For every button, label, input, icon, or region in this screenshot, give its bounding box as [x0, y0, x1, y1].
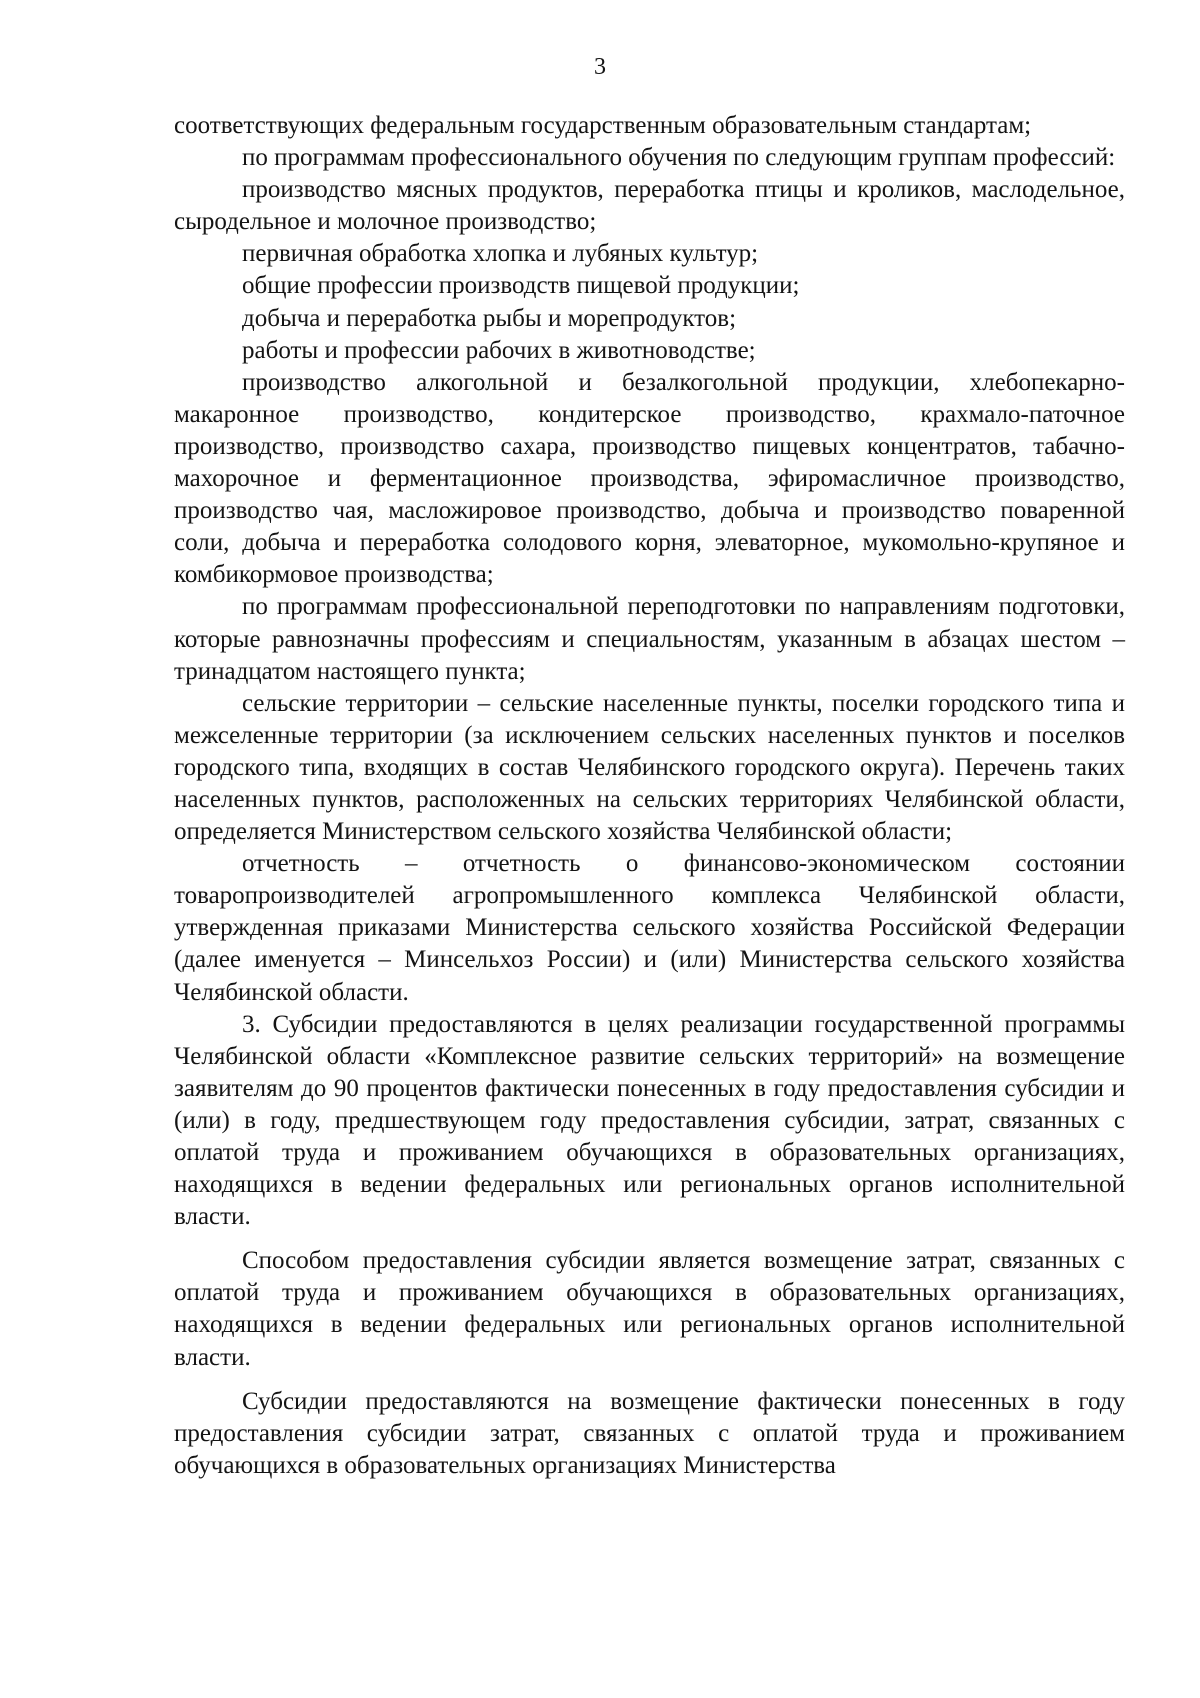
paragraph: общие профессии производств пищевой продукции; — [242, 272, 800, 300]
document-body — [174, 110, 1125, 1482]
paragraph: Субсидии предоставляются на возмещение фактически понесенных в году предоставления субсидии затрат, связанных с оплатой труда и проживанием обучающихся в образовательных организациях Министерства — [174, 1387, 1125, 1479]
paragraph: производство алкогольной и безалкогольной продукции, хлебопекарно-макаронное производство, кондитерское производство, крахмало-паточное производство, производство сахара, производство пищевых концентратов, табачно-махорочное и ферментационное производства, эфиромасличное производство, производство чая, масложировое производство, добыча и производство поваренной соли, добыча и переработка солодового корня, элеваторное, мукомольно-крупяное и комбикормовое производства; — [174, 368, 1125, 589]
paragraph: работы и профессии рабочих в животноводстве; — [242, 336, 756, 364]
paragraph: по программам профессионального обучения по следующим группам профессий: — [242, 144, 1116, 172]
page-number: 3 — [594, 54, 606, 80]
paragraph: производство мясных продуктов, переработка птицы и кроликов, маслодельное, сыродельное и молочное производство; — [174, 176, 1125, 236]
paragraph: по программам профессиональной переподготовки по направлениям подготовки, которые равнозначны профессиям и специальностям, указанным в абзацах шестом – тринадцатом настоящего пункта; — [174, 593, 1125, 685]
paragraph: соответствующих федеральным государственным образовательным стандартам; — [174, 112, 1032, 139]
paragraph: Способом предоставления субсидии является возмещение затрат, связанных с оплатой труда и проживанием обучающихся в образовательных организациях, находящихся в ведении федеральных или региональных органов исполнительной власти. — [174, 1247, 1125, 1371]
paragraph: добыча и переработка рыбы и морепродуктов; — [242, 304, 737, 332]
paragraph: сельские территории – сельские населенные пункты, поселки городского типа и межселенные территории (за исключением сельских населенных пунктов и поселков городского типа, входящих в состав Челябинского городского округа). Перечень таких населенных пунктов, расположенных на сельских территориях Челябинской области, определяется Министерством сельского хозяйства Челябинской области; — [174, 689, 1125, 846]
paragraph: отчетность – отчетность о финансово-экономическом состоянии товаропроизводителей агропромышленного комплекса Челябинской области, утвержденная приказами Министерства сельского хозяйства Российской Федерации (далее именуется – Минсельхоз России) и (или) Министерства сельского хозяйства Челябинской области. — [174, 850, 1125, 1006]
paragraph: первичная обработка хлопка и лубяных культур; — [242, 240, 759, 268]
paragraph: 3. Субсидии предоставляются в целях реализации государственной программы Челябинской области «Комплексное развитие сельских территорий» на возмещение заявителям до 90 процентов фактически понесенных в году предоставления субсидии и (или) в году, предшествующем году предоставления субсидии, затрат, связанных с оплатой труда и проживанием обучающихся в образовательных организациях, находящихся в ведении федеральных или региональных органов исполнительной власти. — [174, 1010, 1125, 1231]
